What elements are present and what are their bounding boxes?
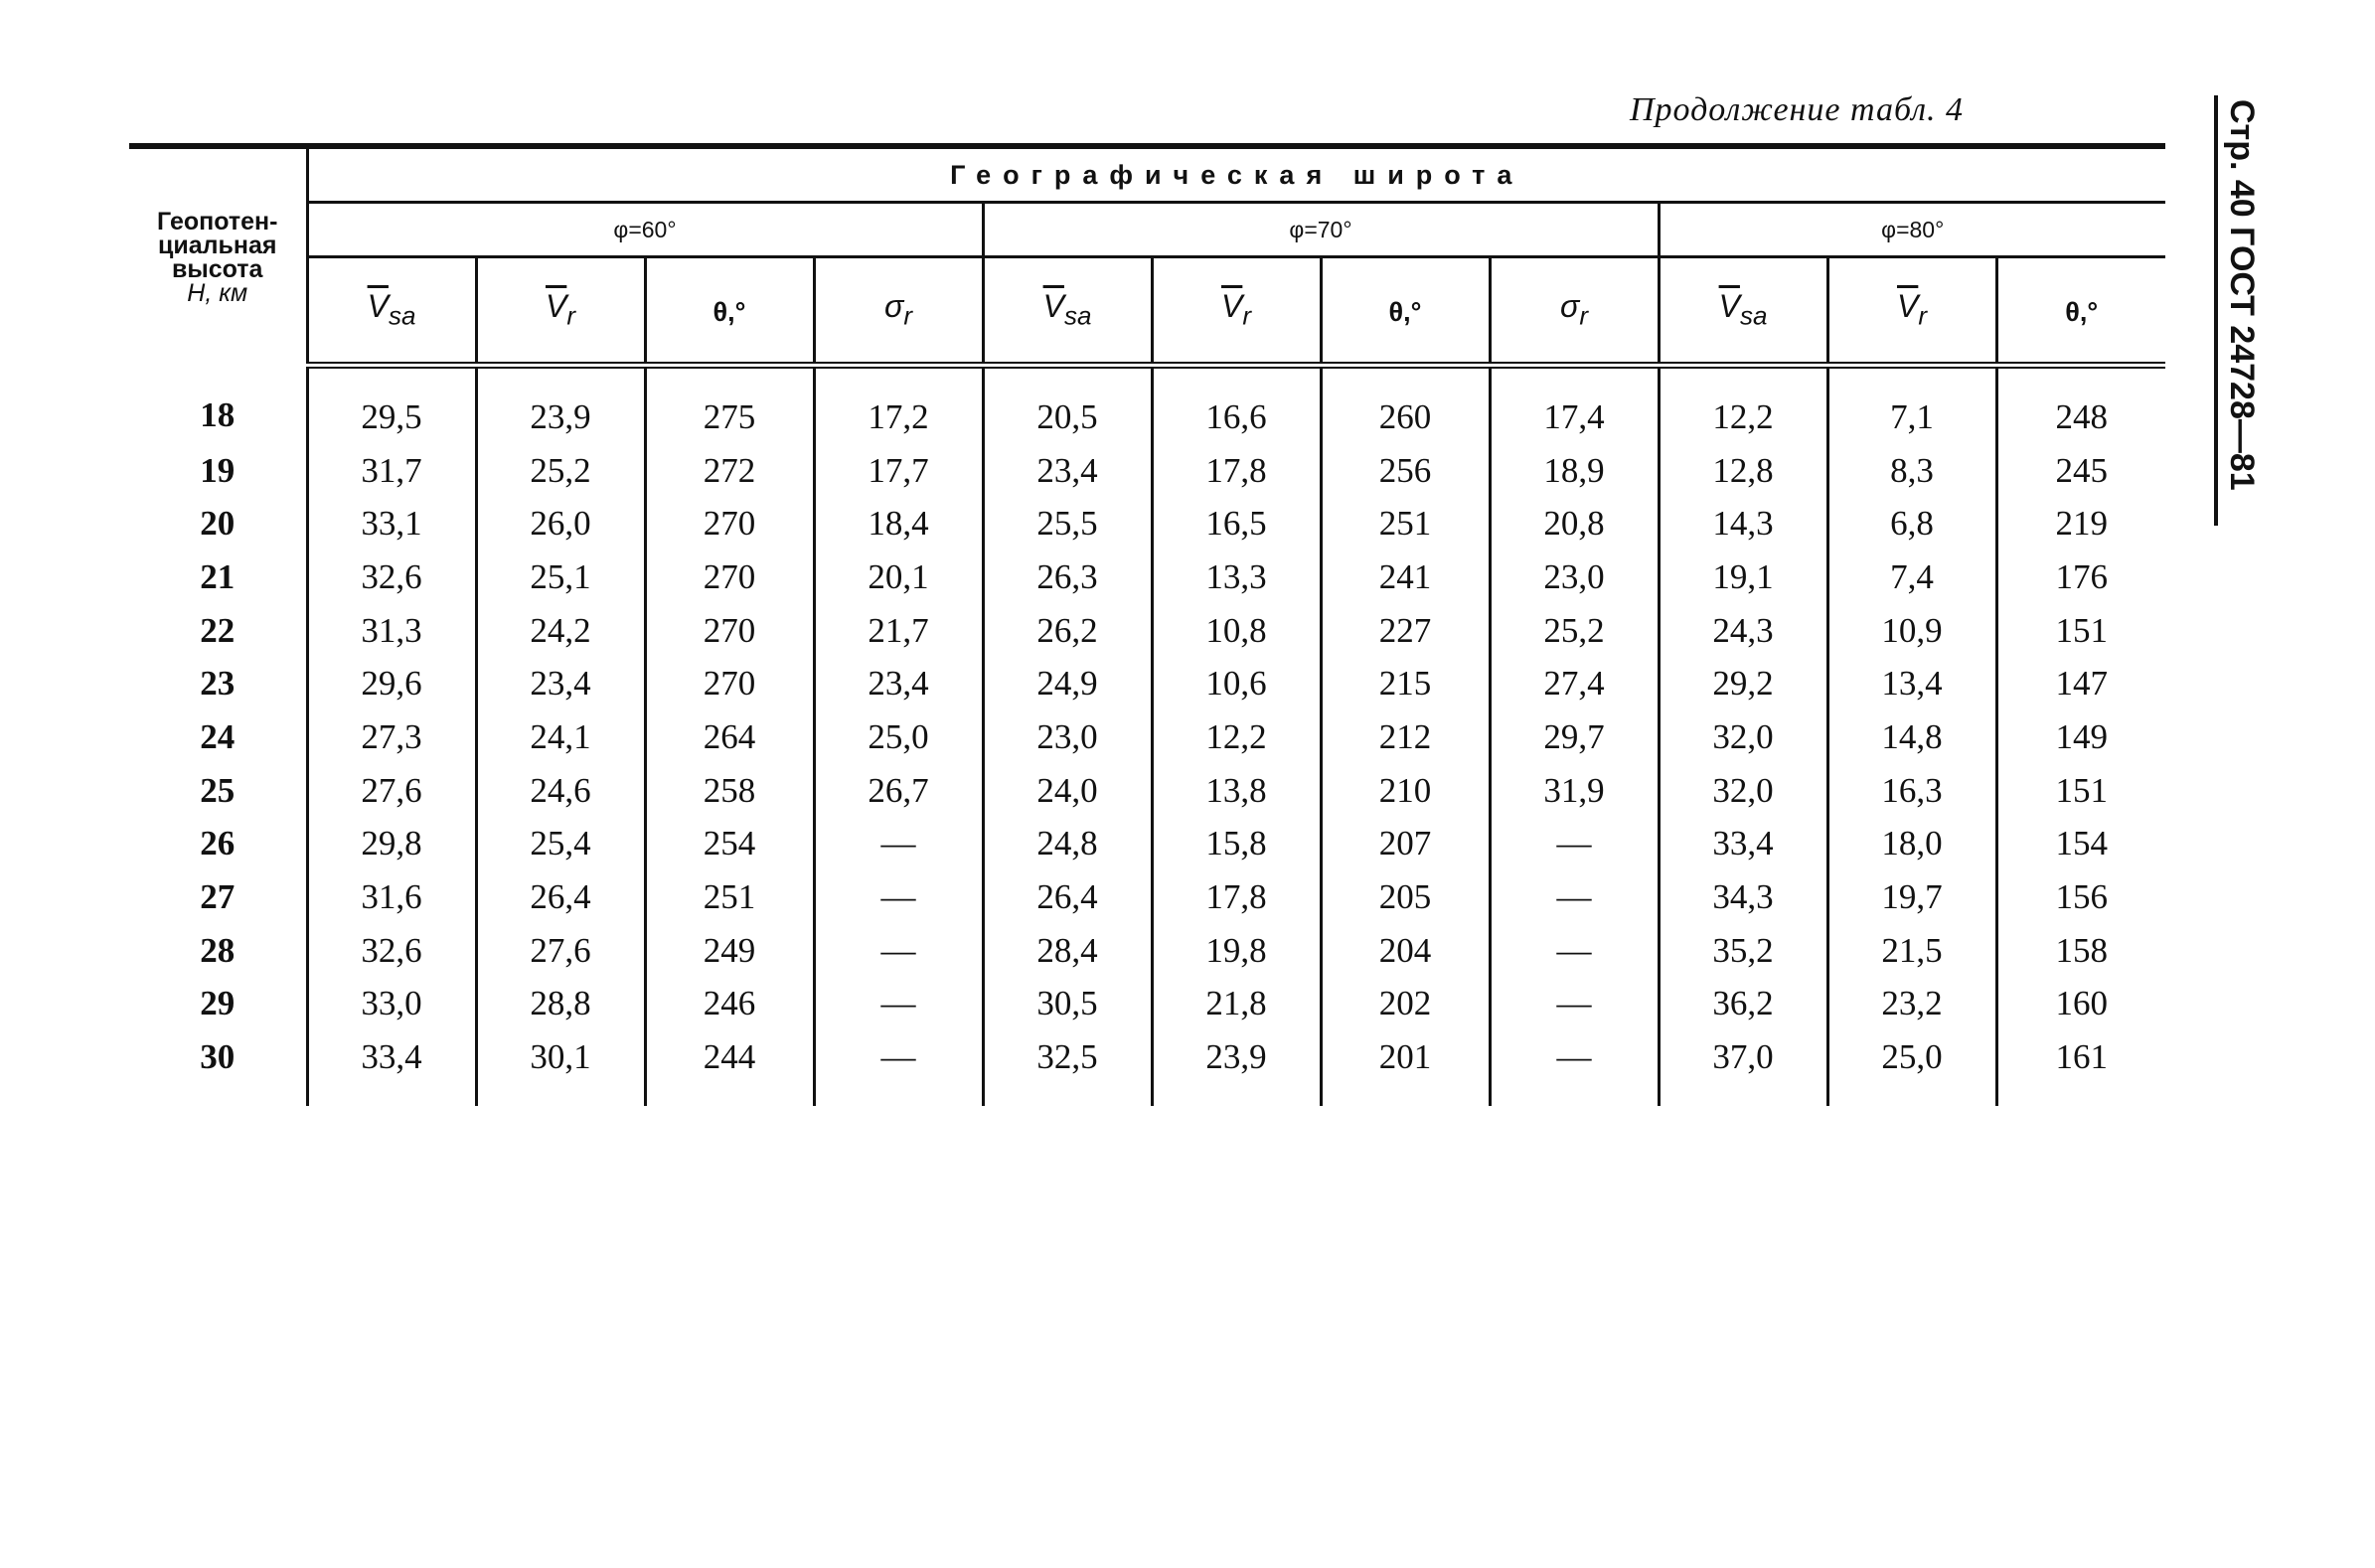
table-cell: 251 [645, 870, 814, 924]
table-body [129, 366, 2165, 1106]
table-cell: — [1490, 978, 1659, 1031]
table-cell: 12,2 [1152, 710, 1321, 764]
table-cell: 272 [645, 444, 814, 498]
table-cell: 27,3 [307, 710, 476, 764]
table-cell: 25,2 [476, 444, 645, 498]
table-cell: 18,9 [1490, 444, 1659, 498]
altitude-cell: 24 [200, 716, 236, 756]
table-cell: 26,0 [476, 497, 645, 550]
table-cell: 264 [645, 710, 814, 764]
table-cell: 201 [1321, 1030, 1490, 1106]
table-cell: 29,8 [307, 818, 476, 871]
table-cell: 19,1 [1659, 550, 1827, 604]
table-cell: 210 [1321, 764, 1490, 818]
table-cell: 17,8 [1152, 444, 1321, 498]
table-cell: 260 [1321, 366, 1490, 444]
column-header-subscript: sa [388, 300, 416, 331]
column-header-symbol: σ [884, 288, 904, 325]
table-cell: 16,6 [1152, 366, 1321, 444]
table-cell: 20,5 [983, 366, 1152, 444]
table-cell: 7,4 [1827, 550, 1996, 604]
table-cell: 28,8 [476, 978, 645, 1031]
altitude-cell: 26 [200, 824, 236, 863]
table-cell: 205 [1321, 870, 1490, 924]
column-header-symbol: $\overline{V}$ [1220, 288, 1243, 325]
table-cell: 24,1 [476, 710, 645, 764]
table-cell: 7,1 [1827, 366, 1996, 444]
table-cell: 17,8 [1152, 870, 1321, 924]
column-header-subscript: r [1242, 300, 1251, 331]
table-row [129, 870, 2165, 924]
side-rule [2214, 95, 2218, 526]
column-header [983, 257, 1152, 366]
altitude-cell: 18 [200, 395, 236, 435]
table-cell: 23,0 [1490, 550, 1659, 604]
table-cell: — [1490, 818, 1659, 871]
stub-header-line: H, км [187, 278, 248, 307]
table-row [129, 366, 2165, 444]
table-row [129, 1030, 2165, 1106]
column-header [645, 257, 814, 366]
table-cell: — [814, 924, 983, 978]
table-cell: 29,7 [1490, 710, 1659, 764]
column-header [1152, 257, 1321, 366]
table-cell: 10,9 [1827, 604, 1996, 658]
column-header [1996, 257, 2165, 366]
table-cell: 219 [1996, 497, 2165, 550]
table-cell: 33,4 [307, 1030, 476, 1106]
table-cell: 26,3 [983, 550, 1152, 604]
table-cell: 275 [645, 366, 814, 444]
table-cell: — [814, 978, 983, 1031]
table-cell: 36,2 [1659, 978, 1827, 1031]
table-cell: 20,1 [814, 550, 983, 604]
column-header-subscript: sa [1063, 300, 1092, 331]
table-cell: 31,9 [1490, 764, 1659, 818]
table-cell: 13,3 [1152, 550, 1321, 604]
table-cell: 245 [1996, 444, 2165, 498]
table-cell: 18,4 [814, 497, 983, 550]
table-cell: 29,6 [307, 657, 476, 710]
table-cell: 17,4 [1490, 366, 1659, 444]
table-cell: 18,0 [1827, 818, 1996, 871]
table-cell: 17,2 [814, 366, 983, 444]
table-cell: 32,0 [1659, 764, 1827, 818]
altitude-cell: 23 [200, 664, 236, 704]
latitude-80-header: φ=80° [1659, 203, 2165, 257]
group-header-latitude: Географическая широта [307, 146, 2165, 203]
table-cell: 32,6 [307, 550, 476, 604]
table-cell: 23,4 [476, 657, 645, 710]
table-cell: 244 [645, 1030, 814, 1106]
table-cell: 19,7 [1827, 870, 1996, 924]
table-cell: 14,8 [1827, 710, 1996, 764]
column-header-symbol: $\overline{V}$ [545, 288, 567, 325]
table-cell: 256 [1321, 444, 1490, 498]
stub-header [129, 146, 307, 366]
altitude-cell: 28 [200, 930, 236, 970]
data-table [129, 143, 2165, 1106]
table-cell: — [814, 870, 983, 924]
table-cell: 23,9 [476, 366, 645, 444]
table-cell: 32,6 [307, 924, 476, 978]
table-cell: 160 [1996, 978, 2165, 1031]
table-cell: 254 [645, 818, 814, 871]
table-cell: 202 [1321, 978, 1490, 1031]
column-header-row [129, 257, 2165, 366]
table-row [129, 764, 2165, 818]
table-cell: 24,6 [476, 764, 645, 818]
table-cell: 24,8 [983, 818, 1152, 871]
column-header-subscript: r [1918, 300, 1927, 331]
table-cell: 23,2 [1827, 978, 1996, 1031]
table-cell: 13,4 [1827, 657, 1996, 710]
table-cell: 270 [645, 497, 814, 550]
table-row [129, 818, 2165, 871]
table-cell: 15,8 [1152, 818, 1321, 871]
table-cell: 207 [1321, 818, 1490, 871]
table-cell: 25,0 [1827, 1030, 1996, 1106]
table-row [129, 710, 2165, 764]
table-cell: 32,5 [983, 1030, 1152, 1106]
altitude-cell: 21 [200, 556, 236, 596]
table-cell: 149 [1996, 710, 2165, 764]
table-cell: 31,6 [307, 870, 476, 924]
column-header [1659, 257, 1827, 366]
column-header-subscript: sa [1739, 300, 1768, 331]
table-cell: 19,8 [1152, 924, 1321, 978]
table-cell: 176 [1996, 550, 2165, 604]
table-cell: 25,0 [814, 710, 983, 764]
table-cell: 34,3 [1659, 870, 1827, 924]
latitude-60-header: φ=60° [307, 203, 983, 257]
table-cell: 32,0 [1659, 710, 1827, 764]
table-cell: 21,7 [814, 604, 983, 658]
table-cell: 241 [1321, 550, 1490, 604]
table-cell: 12,8 [1659, 444, 1827, 498]
table-cell: 21,8 [1152, 978, 1321, 1031]
table-cell: 25,1 [476, 550, 645, 604]
latitude-70-header: φ=70° [983, 203, 1659, 257]
column-header-subscript: r [903, 300, 912, 331]
altitude-cell: 30 [200, 1037, 236, 1077]
table-cell: 25,2 [1490, 604, 1659, 658]
table-cell: 10,6 [1152, 657, 1321, 710]
table-cell: 147 [1996, 657, 2165, 710]
table-cell: 20,8 [1490, 497, 1659, 550]
altitude-cell: 19 [200, 450, 236, 490]
table-cell: 248 [1996, 366, 2165, 444]
table-cell: 270 [645, 604, 814, 658]
table-cell: 8,3 [1827, 444, 1996, 498]
table-cell: 35,2 [1659, 924, 1827, 978]
table-cell: 14,3 [1659, 497, 1827, 550]
column-header [1490, 257, 1659, 366]
table-cell: 23,9 [1152, 1030, 1321, 1106]
table-row [129, 978, 2165, 1031]
column-header [1827, 257, 1996, 366]
table-cell: 227 [1321, 604, 1490, 658]
table-cell: 154 [1996, 818, 2165, 871]
table-cell: 26,7 [814, 764, 983, 818]
table-cell: 23,0 [983, 710, 1152, 764]
table-cell: 33,1 [307, 497, 476, 550]
stub-header-line: циальная [158, 231, 277, 259]
table-cell: — [1490, 870, 1659, 924]
table-cell: 258 [645, 764, 814, 818]
column-header [307, 257, 476, 366]
table-cell: 28,4 [983, 924, 1152, 978]
page-header-vertical: Стр. 40 ГОСТ 24728—81 [2223, 99, 2261, 491]
altitude-cell: 22 [200, 610, 236, 650]
table-row [129, 497, 2165, 550]
table-cell: 29,2 [1659, 657, 1827, 710]
table-cell: 27,4 [1490, 657, 1659, 710]
table-cell: 270 [645, 657, 814, 710]
table-cell: 270 [645, 550, 814, 604]
table-cell: 23,4 [814, 657, 983, 710]
stub-header-line: Геопотен- [157, 207, 278, 235]
table-cell: 30,5 [983, 978, 1152, 1031]
table-cell: 215 [1321, 657, 1490, 710]
column-header-subscript: r [566, 300, 575, 331]
column-header-symbol: $\overline{V}$ [1896, 288, 1919, 325]
table-cell: 33,4 [1659, 818, 1827, 871]
table-cell: 26,4 [476, 870, 645, 924]
stub-header-line: высота [172, 254, 263, 283]
table-cell: 27,6 [476, 924, 645, 978]
table-cell: — [814, 818, 983, 871]
table-cell: 27,6 [307, 764, 476, 818]
continuation-label: Продолжение табл. 4 [1630, 91, 1965, 128]
table-row [129, 604, 2165, 658]
table-row [129, 924, 2165, 978]
table-cell: 26,4 [983, 870, 1152, 924]
table-row [129, 444, 2165, 498]
table-cell: 24,3 [1659, 604, 1827, 658]
table-cell: 37,0 [1659, 1030, 1827, 1106]
column-header-symbol: $\overline{V}$ [1718, 288, 1740, 325]
column-header-symbol: θ,° [1388, 296, 1422, 327]
column-header [476, 257, 645, 366]
column-header-symbol: $\overline{V}$ [367, 288, 389, 325]
table-cell: 13,8 [1152, 764, 1321, 818]
table-cell: 151 [1996, 604, 2165, 658]
column-header-symbol: σ [1560, 288, 1580, 325]
table-cell: 158 [1996, 924, 2165, 978]
table-cell: 23,4 [983, 444, 1152, 498]
table-cell: 16,3 [1827, 764, 1996, 818]
table-cell: 16,5 [1152, 497, 1321, 550]
table-row [129, 657, 2165, 710]
table-row [129, 550, 2165, 604]
column-header-symbol: θ,° [2065, 296, 2099, 327]
table-cell: 24,2 [476, 604, 645, 658]
table-cell: 24,0 [983, 764, 1152, 818]
table-cell: 25,5 [983, 497, 1152, 550]
table-cell: — [1490, 1030, 1659, 1106]
table-cell: 161 [1996, 1030, 2165, 1106]
altitude-cell: 20 [200, 504, 236, 544]
table-cell: 204 [1321, 924, 1490, 978]
table-cell: 151 [1996, 764, 2165, 818]
table-cell: 12,2 [1659, 366, 1827, 444]
table-cell: 246 [645, 978, 814, 1031]
column-header-symbol: θ,° [712, 296, 746, 327]
column-header [814, 257, 983, 366]
table-cell: 21,5 [1827, 924, 1996, 978]
table-cell: — [814, 1030, 983, 1106]
table-cell: — [1490, 924, 1659, 978]
table-cell: 249 [645, 924, 814, 978]
altitude-cell: 29 [200, 984, 236, 1023]
table-cell: 31,7 [307, 444, 476, 498]
table-cell: 24,9 [983, 657, 1152, 710]
table-cell: 6,8 [1827, 497, 1996, 550]
altitude-cell: 25 [200, 770, 236, 810]
table-cell: 26,2 [983, 604, 1152, 658]
column-header [1321, 257, 1490, 366]
table-cell: 156 [1996, 870, 2165, 924]
altitude-cell: 27 [200, 877, 236, 917]
table-cell: 10,8 [1152, 604, 1321, 658]
table-cell: 212 [1321, 710, 1490, 764]
table-cell: 31,3 [307, 604, 476, 658]
table-cell: 33,0 [307, 978, 476, 1031]
table-cell: 251 [1321, 497, 1490, 550]
table-cell: 29,5 [307, 366, 476, 444]
column-header-symbol: $\overline{V}$ [1042, 288, 1064, 325]
column-header-subscript: r [1579, 300, 1588, 331]
table-cell: 17,7 [814, 444, 983, 498]
table-cell: 25,4 [476, 818, 645, 871]
table-cell: 30,1 [476, 1030, 645, 1106]
